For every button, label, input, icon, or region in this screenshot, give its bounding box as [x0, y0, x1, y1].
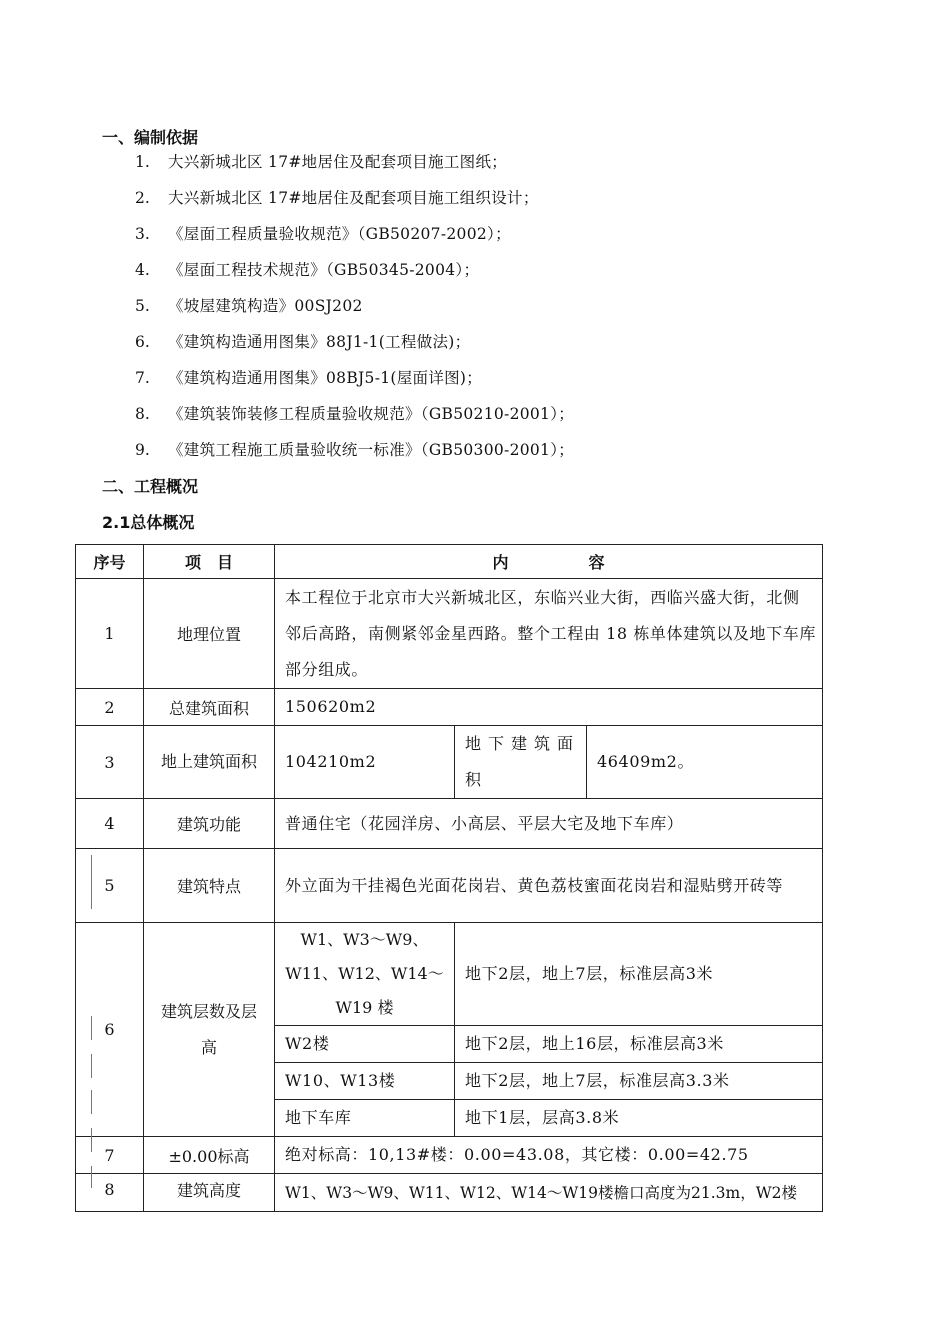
list-item-text: 《建筑构造通用图集》08BJ5-1(屋面详图)；: [168, 369, 483, 387]
list-item-text: 大兴新城北区 17#地居住及配套项目施工组织设计；: [168, 189, 539, 207]
table-row: [76, 1137, 823, 1174]
table-row: [76, 689, 823, 726]
sub-row-building: W1、W3～W9、W11、W12、W14～W19 楼: [275, 923, 455, 1026]
list-item: [0, 402, 800, 426]
row-item: 建筑特点: [144, 849, 275, 923]
row-item: 建筑层数及层高: [144, 923, 275, 1137]
list-item-number: 4.: [135, 261, 150, 279]
revision-mark: [91, 1090, 92, 1114]
revision-mark: [91, 855, 92, 909]
list-item-text: 《屋面工程质量验收规范》（GB50207-2002）；: [168, 225, 511, 243]
table-row: [76, 923, 823, 1026]
subsection-heading: 2.1总体概况: [102, 513, 195, 532]
sub-row-building: W2楼: [275, 1026, 455, 1063]
list-item-text: 《坡屋建筑构造》00SJ202: [168, 297, 363, 315]
list-item: [0, 438, 800, 462]
list-item-text: 《建筑构造通用图集》88J1-1(工程做法)；: [168, 333, 471, 351]
row-item: 总建筑面积: [144, 689, 275, 726]
row-seq: 6: [76, 923, 144, 1137]
sub-row-floors: 地下1层，层高3.8米: [455, 1100, 823, 1137]
list-item-number: 7.: [135, 369, 150, 387]
row-label-2: 地下建筑面积: [455, 726, 587, 799]
row-item: 建筑功能: [144, 799, 275, 849]
revision-mark: [91, 1016, 92, 1040]
list-item-number: 8.: [135, 405, 150, 423]
sub-row-building: 地下车库: [275, 1100, 455, 1137]
sub-row-floors: 地下2层，地上7层，标准层高3米: [455, 923, 823, 1026]
list-item-number: 2.: [135, 189, 150, 207]
revision-mark: [91, 1054, 92, 1078]
row-item: 地理位置: [144, 579, 275, 689]
row-seq: 8: [76, 1174, 144, 1212]
row-item: 地上建筑面积: [144, 726, 275, 799]
row-content: 150620m2: [275, 689, 823, 726]
row-seq: 4: [76, 799, 144, 849]
table-row: [76, 1174, 823, 1212]
row-value-2: 46409m2。: [587, 726, 823, 799]
row-seq: 7: [76, 1137, 144, 1174]
list-item-number: 3.: [135, 225, 150, 243]
section-heading-overview: 二、工程概况: [102, 477, 199, 496]
row-content: 外立面为干挂褐色光面花岗岩、黄色荔枝蜜面花岗岩和湿贴劈开砖等: [275, 849, 823, 923]
row-seq: 2: [76, 689, 144, 726]
row-item: ±0.00标高: [144, 1137, 275, 1174]
list-item-number: 1.: [135, 153, 150, 171]
table-row: [76, 849, 823, 923]
list-item-number: 6.: [135, 333, 150, 351]
row-seq: 5: [76, 849, 144, 923]
list-item: [0, 150, 800, 174]
list-item-text: 《建筑装饰装修工程质量验收规范》（GB50210-2001）；: [168, 405, 575, 423]
revision-mark: [91, 1128, 92, 1152]
list-item: [0, 366, 800, 390]
table-row: [76, 726, 823, 799]
list-item-text: 《屋面工程技术规范》（GB50345-2004）；: [168, 261, 480, 279]
row-seq: 3: [76, 726, 144, 799]
row-content: 本工程位于北京市大兴新城北区，东临兴业大街，西临兴盛大街，北侧邻后高路，南侧紧邻金星西路。整个工程由 18 栋单体建筑以及地下车库部分组成。: [275, 579, 823, 689]
header-seq: 序号: [76, 545, 144, 579]
sub-row-floors: 地下2层，地上16层，标准层高3米: [455, 1026, 823, 1063]
header-item: 项 目: [144, 545, 275, 579]
row-content: 绝对标高：10,13#楼：0.00=43.08，其它楼：0.00=42.75: [275, 1137, 823, 1174]
sub-row-building: W10、W13楼: [275, 1063, 455, 1100]
row-content: W1、W3～W9、W11、W12、W14～W19楼檐口高度为21.3m，W2楼: [275, 1174, 823, 1212]
overview-table: [75, 544, 823, 1212]
row-seq: 1: [76, 579, 144, 689]
list-item-number: 9.: [135, 441, 150, 459]
list-item-number: 5.: [135, 297, 150, 315]
section-heading-basis: 一、编制依据: [102, 128, 199, 147]
list-item: [0, 222, 800, 246]
list-item: [0, 258, 800, 282]
row-value: 104210m2: [275, 726, 455, 799]
list-item-text: 《建筑工程施工质量验收统一标准》（GB50300-2001）；: [168, 441, 575, 459]
revision-mark: [91, 1166, 92, 1188]
list-item: [0, 294, 800, 318]
table-header-row: [76, 545, 823, 579]
list-item: [0, 330, 800, 354]
row-content: 普通住宅（花园洋房、小高层、平层大宅及地下车库）: [275, 799, 823, 849]
row-item: 建筑高度: [144, 1174, 275, 1212]
list-item-text: 大兴新城北区 17#地居住及配套项目施工图纸；: [168, 153, 508, 171]
sub-row-floors: 地下2层，地上7层，标准层高3.3米: [455, 1063, 823, 1100]
table-row: [76, 799, 823, 849]
header-content: 内 容: [275, 545, 823, 579]
table-row: [76, 579, 823, 689]
list-item: [0, 186, 800, 210]
